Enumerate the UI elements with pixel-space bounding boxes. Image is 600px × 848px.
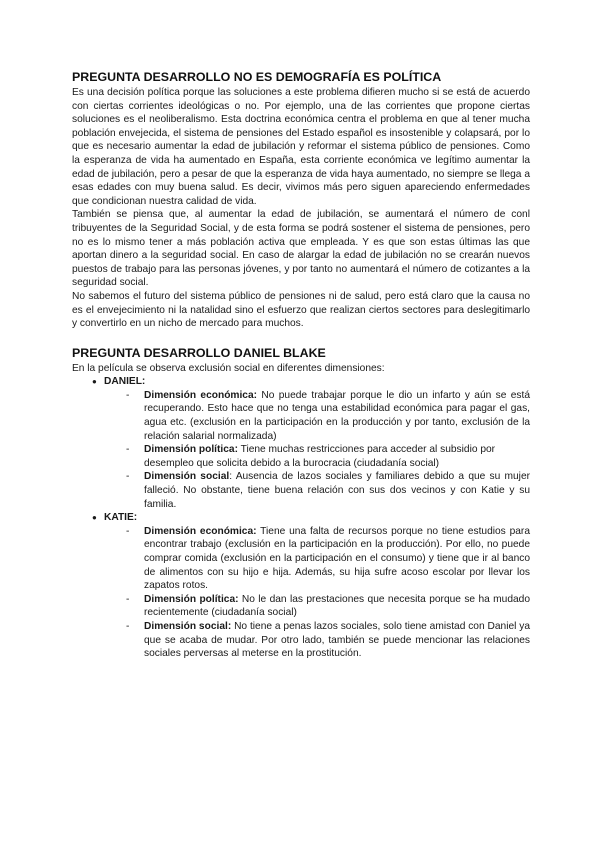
sub-item-text: No le dan las prestaciones que necesita porque se ha mudado recientemente (ciudadanía social): [144, 593, 530, 619]
sub-item-label: Dimensión política:: [144, 444, 238, 456]
sub-item-label: Dimensión social: [144, 471, 230, 483]
sub-item-text: Tiene una falta de recursos porque no tiene estudios para encontrar trabajo (exclusión en la participación en la producción). Por ello, no puede comprar comida (exclusión en la participación en el consumo) y tiene que ir al banco de alimentos con su hijo e hija. Además, su hija sufre acoso escolar por llevar los zapatos rotos.: [144, 525, 530, 592]
sub-item-label: Dimensión económica:: [144, 525, 257, 537]
dash-icon: -: [126, 620, 130, 632]
sub-item-daniel-economica: [126, 389, 530, 443]
dash-icon: -: [126, 525, 130, 537]
dash-icon: -: [126, 389, 130, 401]
section1-paragraph-3: No sabemos el futuro del sistema público de pensiones ni de salud, pero está claro que la causa no es el envejecimiento ni la natalidad sino el esfuerzo que realizan ciertos sectores para deslegitimarlo y convertirlo en un nicho de mercado para muchos.: [72, 290, 530, 330]
sub-item-text: Tiene muchas restricciones para acceder al subsidio por desempleo que solicita debido a la burocracia (ciudadanía social): [144, 444, 496, 469]
section2-intro: En la película se observa exclusión social en diferentes dimensiones:: [72, 362, 385, 374]
sub-item-katie-economica: [126, 525, 530, 593]
dash-icon: -: [126, 471, 130, 483]
sub-item-text: No tiene a penas lazos sociales, solo tiene amistad con Daniel ya que se acaba de mudar. Por otro lado, también se puede mencionar las relaciones sociales perversas al meterse en la prostitución.: [144, 620, 531, 660]
section2-heading: PREGUNTA DESARROLLO DANIEL BLAKE: [72, 345, 326, 360]
bullet-icon: ●: [92, 513, 97, 523]
sub-item-daniel-politica: [126, 443, 530, 470]
sub-item-label: Dimensión social:: [144, 620, 232, 632]
section1-paragraph-2: También se piensa que, al aumentar la edad de jubilación, se aumentará el número de conl tribuyentes de la Seguridad Social, y de esta forma se podrá sostener el sistema de pensiones, pero no es lo mismo tener a más población activa que empleada. Y es que son estas últimas las que aportan dinero a la seguridad social. En caso de alargar la edad de jubilación no se crearán nuevos puestos de trabajo para las personas jóvenes, y por tanto no aumentará el número de cotizantes a la seguridad social.: [72, 209, 530, 289]
sub-item-label: Dimensión económica:: [144, 389, 258, 401]
bullet-label-katie: KATIE:: [104, 512, 138, 524]
dash-icon: -: [126, 444, 130, 456]
sub-item-daniel-social: [126, 470, 530, 511]
section1-heading: PREGUNTA DESARROLLO NO ES DEMOGRAFÍA ES POLÍTICA: [72, 70, 442, 84]
sub-item-katie-social: [126, 620, 530, 661]
sub-item-text: : Ausencia de lazos sociales y familiares debido a que su mujer falleció. No obstante, tiene buena relación con sus dos vecinos y con Katie y su familia.: [144, 471, 531, 510]
bullet-katie: [92, 511, 530, 525]
dash-icon: -: [126, 593, 130, 605]
bullet-label-daniel: DANIEL:: [104, 376, 146, 388]
sub-item-text: No puede trabajar porque le dio un infarto y aún se está recuperando. Esto hace que no tenga una estabilidad económica para pagar el gas, agua etc. (exclusión en la participación en la producción y por tanto, exclusión de la relación salarial normalizada): [144, 389, 530, 442]
sub-item-katie-politica: [126, 593, 530, 620]
section1-paragraph-1: Es una decisión política porque las soluciones a este problema difieren mucho si se está de acuerdo con ciertas corrientes ideológicas o no. Por ejemplo, una de las corrientes que propone ciertas soluciones es el neoliberalismo. Esta doctrina económica centra el problema en que al tener mucha población envejecida, el sistema de pensiones del Estado español es insostenible y colapsará, por lo que es necesario aumentar la edad de jubilación y reformar el sistema público de pensiones. Como la esperanza de vida ha aumentado en España, esta corriente económica ve legítimo aumentar la edad de jubilación, pero a pesar de que la esperanza de vida haya aumentado, no siempre se llega a esas edades con muy buena salud. Es decir, vivimos más pero siguen apareciendo enfermedades que condicionan nuestra calidad de vida.: [72, 87, 530, 207]
sub-item-label: Dimensión política:: [144, 593, 239, 605]
bullet-daniel: [92, 375, 530, 389]
bullet-icon: ●: [92, 377, 97, 387]
